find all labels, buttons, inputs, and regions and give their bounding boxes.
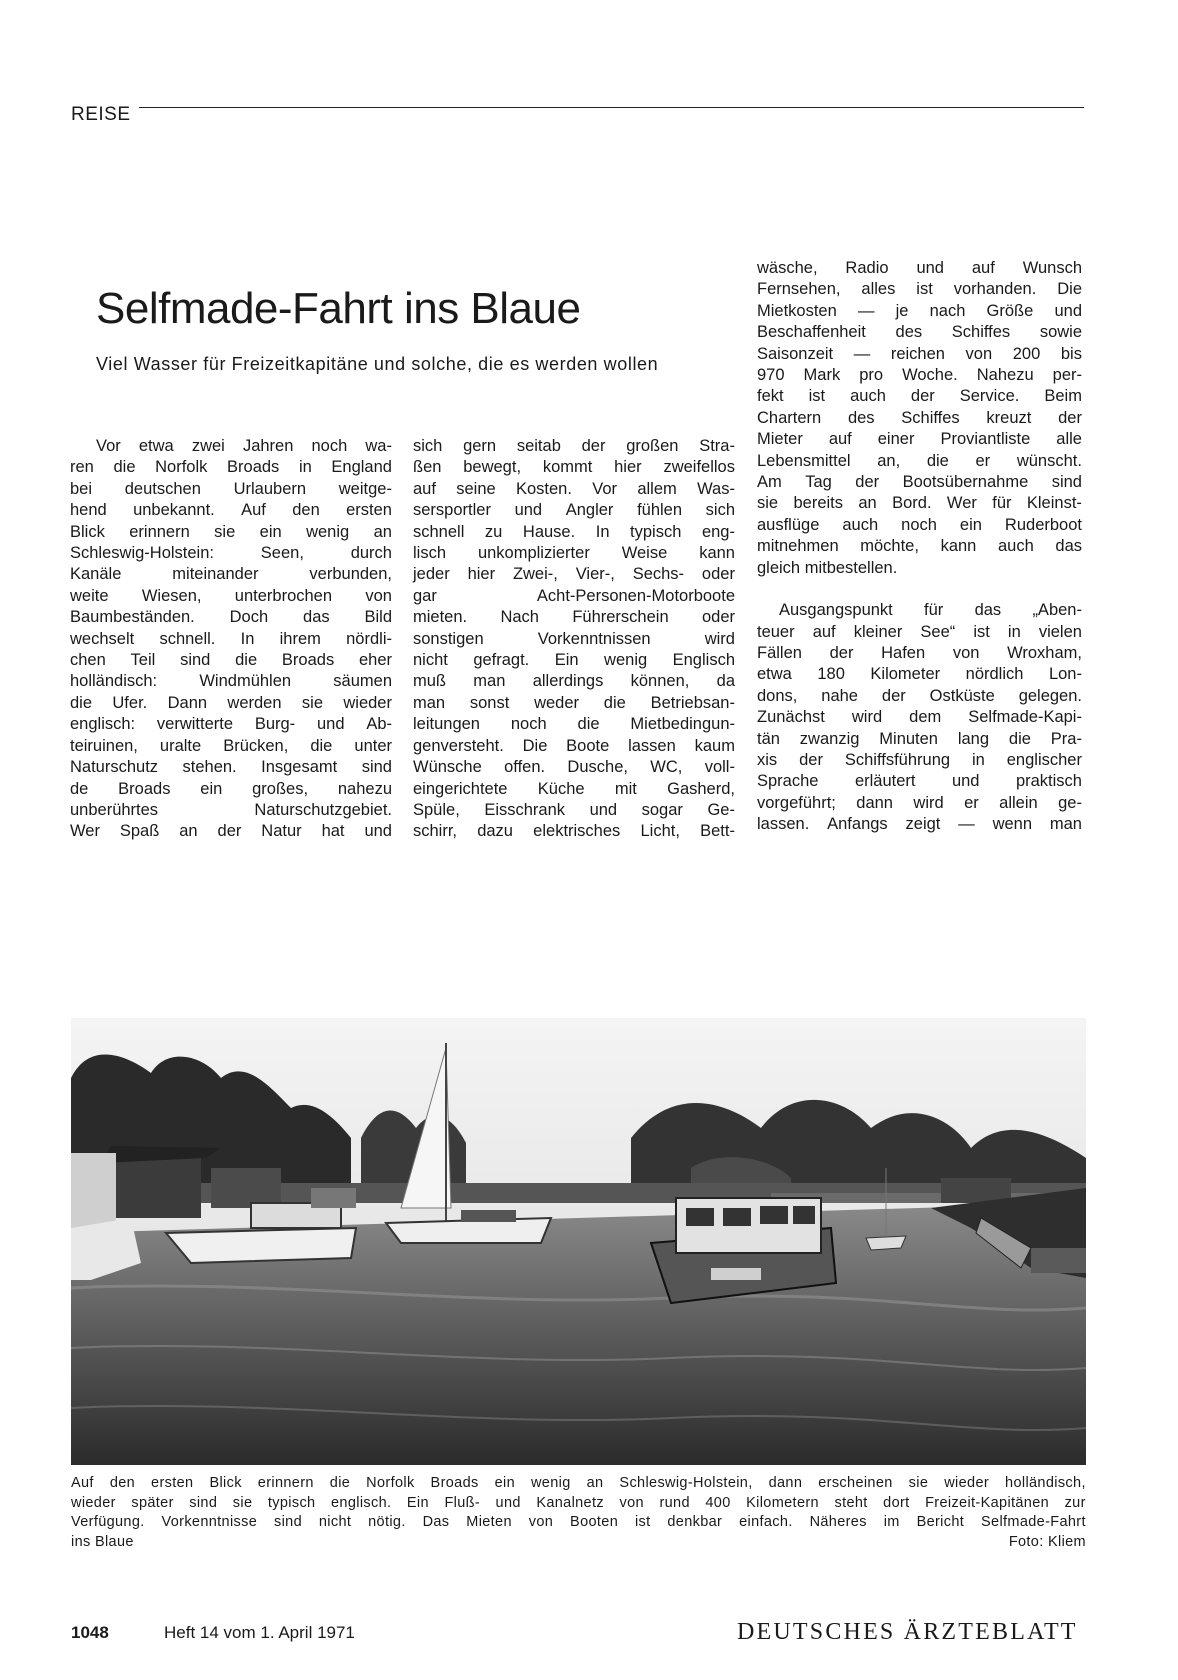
text-line: Lebensmittel an, die er wünscht.	[757, 451, 1082, 470]
text-line: tän zwanzig Minuten lang die Pra-	[757, 729, 1082, 748]
text-line: xis der Schiffsführung in englischer	[757, 750, 1082, 769]
text-line: jeder hier Zwei-, Vier-, Sechs- oder	[413, 565, 735, 584]
text-line: Naturschutz stehen. Insgesamt sind	[70, 758, 392, 777]
text-line: gar Acht-Personen-Motorboote	[413, 586, 735, 605]
text-line: Schleswig-Holstein: Seen, durch	[70, 544, 392, 563]
text-line: Wer Spaß an der Natur hat und	[70, 822, 392, 841]
text-line: ausflüge auch noch ein Ruderboot	[757, 515, 1082, 534]
page-number: 1048	[71, 1623, 109, 1642]
text-line: gleich mitbestellen.	[757, 558, 898, 577]
issue-info: Heft 14 vom 1. April 1971	[164, 1623, 355, 1642]
text-line: de Broads ein großes, nahezu	[70, 779, 392, 798]
text-line: englisch: verwitterte Burg- und Ab-	[70, 715, 392, 734]
text-line: sich gern seitab der großen Stra-	[413, 437, 735, 455]
text-line: Mietkosten — je nach Größe und	[757, 301, 1082, 320]
text-line: Spüle, Eisschrank und sogar Ge-	[413, 800, 735, 819]
text-line: ßen bewegt, kommt hier zweifellos	[413, 458, 735, 477]
text-line: Sprache erläutert und praktisch	[757, 772, 1082, 791]
text-line: auf seine Kosten. Vor allem Was-	[413, 479, 735, 498]
text-line: hend unbekannt. Auf den ersten	[70, 501, 392, 520]
article-photo	[71, 1018, 1086, 1465]
boats-on-canal-photo	[71, 1018, 1086, 1465]
text-line: genversteht. Die Boote lassen kaum	[413, 736, 735, 755]
text-line: Fällen der Hafen von Wroxham,	[757, 643, 1082, 662]
article-title: Selfmade-Fahrt ins Blaue	[96, 284, 581, 334]
text-line: fekt ist auch der Service. Beim	[757, 387, 1082, 406]
text-line: wäsche, Radio und auf Wunsch	[757, 259, 1082, 277]
text-line: schnell zu Hause. In typisch eng-	[413, 522, 735, 541]
article-column-3	[757, 258, 1082, 836]
text-line: schirr, dazu elektrisches Licht, Bett-	[413, 822, 735, 841]
caption-line-2: wieder später sind sie typisch englisch. Ein Fluß- und Kanalnetz von rund 400 Kilometern steht dort Freizeit-Kapitänen zur	[71, 1494, 1086, 1511]
text-line: sie bereits an Bord. Wer für Kleinst-	[757, 494, 1082, 513]
text-line: lisch unkomplizierter Weise kann	[413, 544, 735, 563]
text-line: teuer auf kleiner See“ ist in vielen	[757, 622, 1082, 641]
text-line: Kanäle miteinander verbunden,	[70, 565, 392, 584]
text-line: Am Tag der Bootsübernahme sind	[757, 473, 1082, 492]
text-line: man sonst weder die Betriebsan-	[413, 693, 735, 712]
text-line: lassen. Anfangs zeigt — wenn man	[757, 815, 1082, 834]
caption-line-3: Verfügung. Vorkenntnisse sind nicht nötig. Das Mieten von Booten ist denkbar einfach. Näheres im Bericht Selfmade-Fahrt	[71, 1514, 1086, 1531]
text-line: Ausgangspunkt für das „Aben-	[779, 601, 1082, 620]
text-line: mieten. Nach Führerschein oder	[413, 608, 735, 627]
text-line: Blick erinnern sie ein wenig an	[70, 522, 392, 541]
text-line: unberührtes Naturschutzgebiet.	[70, 800, 392, 819]
caption-end: ins Blaue	[71, 1533, 134, 1550]
text-line: chen Teil sind die Broads eher	[70, 651, 392, 670]
text-line: Fernsehen, alles ist vorhanden. Die	[757, 280, 1082, 299]
text-line: holländisch: Windmühlen säumen	[70, 672, 392, 691]
article-subtitle: Viel Wasser für Freizeitkapitäne und solche, die es werden wollen	[96, 354, 659, 374]
text-line: Beschaffenheit des Schiffes sowie	[757, 323, 1082, 342]
text-line: vorgeführt; dann wird er allein ge-	[757, 793, 1082, 812]
text-line: 970 Mark pro Woche. Nahezu per-	[757, 366, 1082, 385]
article-column-1	[70, 436, 392, 843]
text-line: sonstigen Vorkenntnissen wird	[413, 629, 735, 648]
section-label: REISE	[71, 104, 131, 125]
text-line: eingerichtete Küche mit Gasherd,	[413, 779, 735, 798]
text-line: Zunächst wird dem Selfmade-Kapi-	[757, 708, 1082, 727]
text-line: Saisonzeit — reichen von 200 bis	[757, 344, 1082, 363]
text-line: sersportler und Angler fühlen sich	[413, 501, 735, 520]
text-line: muß man allerdings können, da	[413, 672, 735, 691]
text-line: die Ufer. Dann werden sie wieder	[70, 693, 392, 712]
paragraph-gap	[757, 579, 1082, 600]
text-line: Baumbeständen. Doch das Bild	[70, 608, 392, 627]
text-line: Chartern des Schiffes kreuzt der	[757, 408, 1082, 427]
text-line: Vor etwa zwei Jahren noch wa-	[96, 437, 392, 455]
photo-credit: Foto: Kliem	[1008, 1533, 1086, 1550]
caption-line-4	[71, 1533, 1086, 1553]
text-line: leitungen noch die Mietbedingun-	[413, 715, 735, 734]
text-line: etwa 180 Kilometer nördlich Lon-	[757, 665, 1082, 684]
photo-caption	[71, 1474, 1086, 1552]
journal-name: DEUTSCHES ÄRZTEBLATT	[737, 1619, 1078, 1645]
text-line: dons, nahe der Ostküste gelegen.	[757, 686, 1082, 705]
text-line: Wünsche offen. Dusche, WC, voll-	[413, 758, 735, 777]
text-line: ren die Norfolk Broads in England	[70, 458, 392, 477]
text-line: mitnehmen möchte, kann auch das	[757, 537, 1082, 556]
text-line: weite Wiesen, unterbrochen von	[70, 586, 392, 605]
text-line: nicht gefragt. Ein wenig Englisch	[413, 651, 735, 670]
text-line: wechselt schnell. In ihrem nördli-	[70, 629, 392, 648]
section-rule	[139, 107, 1084, 108]
article-column-2	[413, 436, 735, 843]
caption-line-1: Auf den ersten Blick erinnern die Norfolk Broads ein wenig an Schleswig-Holstein, dann erscheinen sie wieder holländisch,	[71, 1475, 1086, 1491]
text-line: Mieter auf einer Proviantliste alle	[757, 430, 1082, 449]
text-line: teiruinen, uralte Brücken, die unter	[70, 736, 392, 755]
text-line: bei deutschen Urlaubern weitge-	[70, 479, 392, 498]
